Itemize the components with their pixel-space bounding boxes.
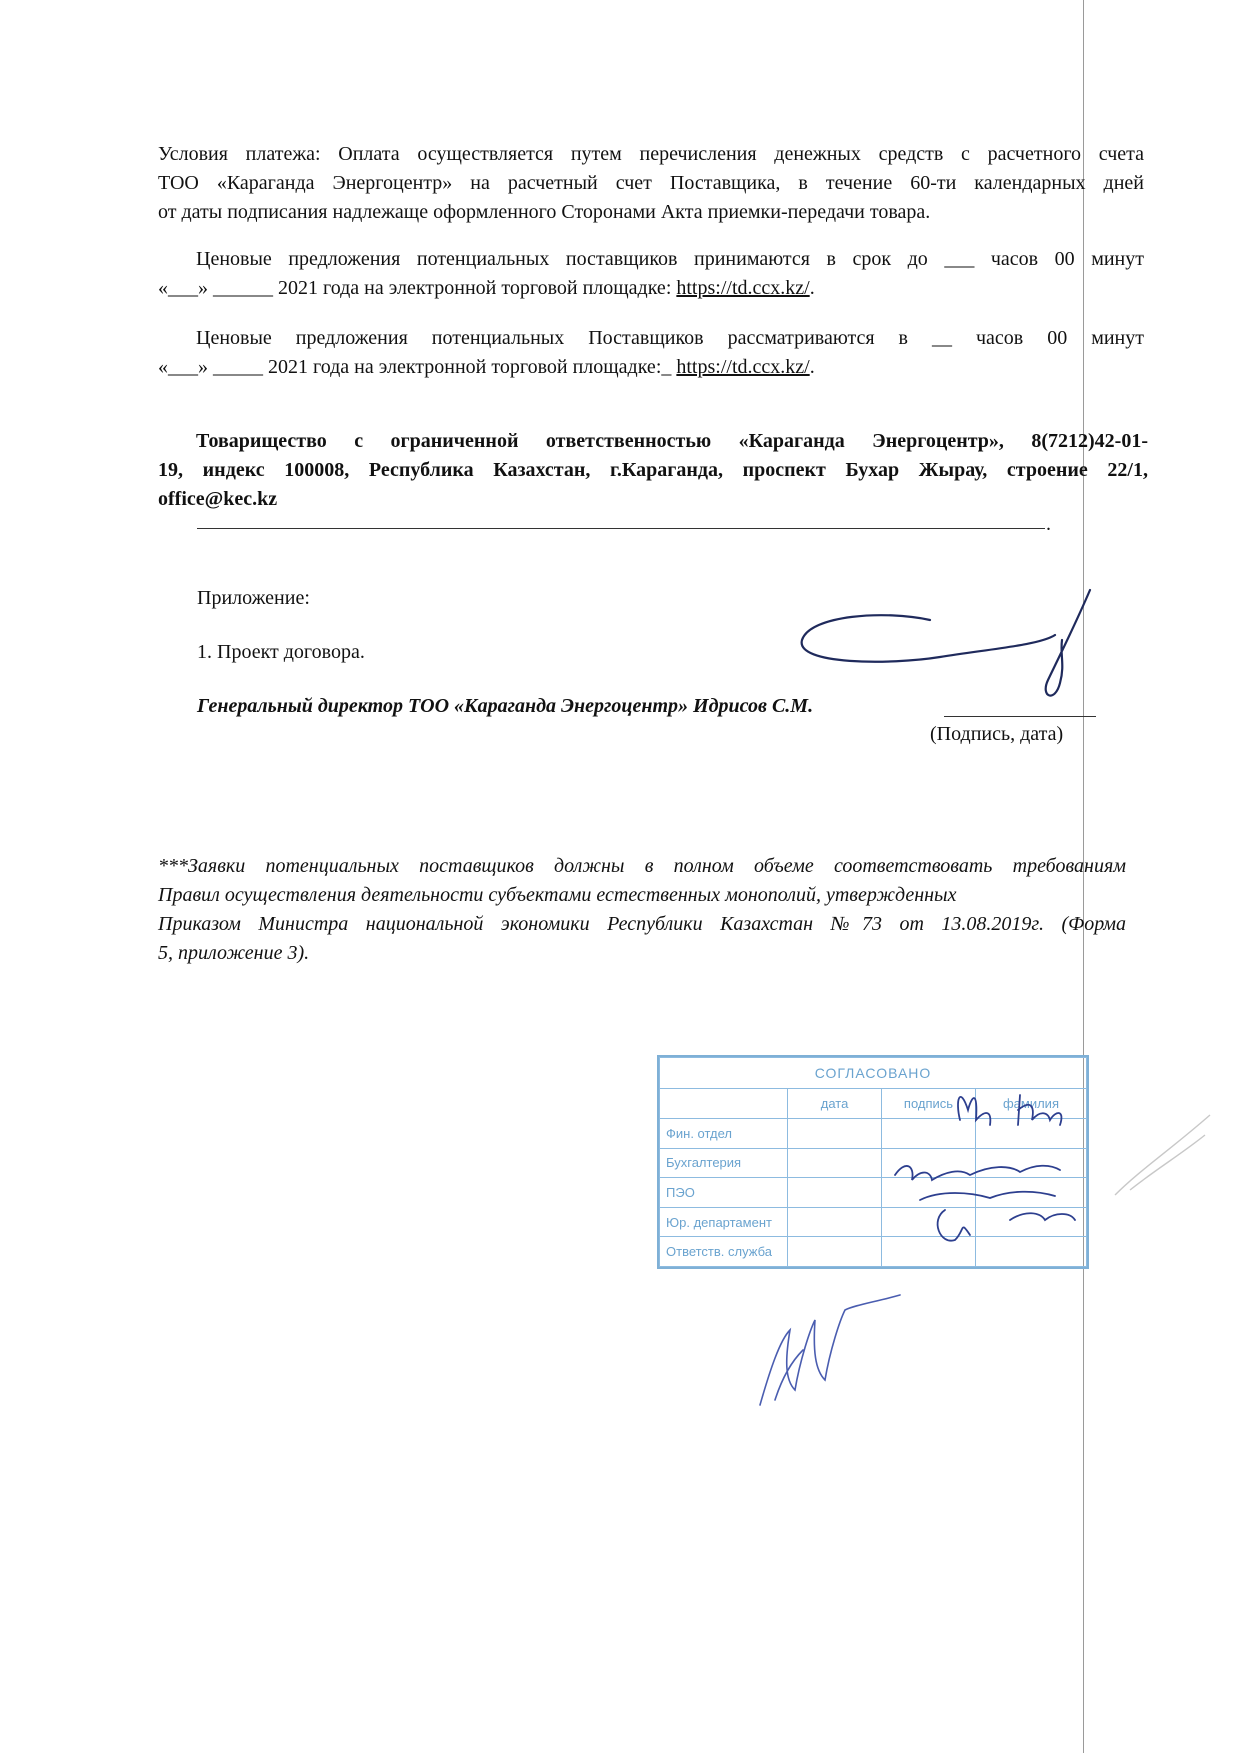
payment-terms-line: Условия платежа: Оплата осуществляется путем перечисления денежных средств с расчетного счета [158,143,1144,165]
footnote [158,852,1126,968]
company-email: office@kec.kz [158,488,278,510]
signature-caption: (Подпись, дата) [930,723,1064,745]
footnote-line: Приказом Министра национальной экономики Республики Казахстан №73 от 13.08.2019г. (Форма [158,913,1126,935]
trading-platform-link[interactable]: https://td.ccx.kz/ [676,277,810,299]
underline-rule [197,528,1045,529]
payment-terms-line: от даты подписания надлежаще оформленного Сторонами Акта приемки-передачи товара. [158,201,931,223]
trading-platform-link[interactable]: https://td.ccx.kz/ [676,356,810,378]
offers-reviewed-line-2 [158,353,1144,382]
offers-accepted-line-2 [158,274,1144,303]
stamp-column-header: подпись [882,1089,976,1119]
attachment-item: 1. Проект договора. [197,641,365,663]
margin-scribble [1110,1110,1220,1200]
approval-handwriting [860,1080,1100,1280]
stamp-title: СОГЛАСОВАНО [660,1058,1087,1089]
company-line: 19, индекс 100008, Республика Казахстан, г.Караганда, проспект Бухар Жырау, строение 22/1, [158,459,1148,481]
stamp-column-header [660,1089,788,1119]
payment-terms-line: ТОО «Караганда Энергоцентр» на расчетный счет Поставщика, в течение 60-ти календарных дней [158,172,1144,194]
rule-end-period: . [1046,513,1051,535]
offers-reviewed-deadline: «___» _____ 2021 года на электронной торговой площадке:_ [158,356,677,378]
offers-reviewed-paragraph [158,324,1144,382]
stamp-row-label: Фин. отдел [660,1119,788,1149]
period: . [809,277,815,299]
stamp-column-header: фамилия [975,1089,1086,1119]
company-details [158,427,1148,514]
footnote-line: ***Заявки потенциальных поставщиков должны в полном объеме соответствовать требованиям [158,855,1126,877]
offers-accepted-paragraph [158,245,1144,303]
offers-accepted-deadline: «___» ______ 2021 года на электронной торговой площадке: [158,277,677,299]
signatory-title: Генеральный директор ТОО «Караганда Энергоцентр» Идрисов С.М. [197,695,814,717]
stamp-row-label: Ответств. служба [660,1237,788,1267]
offers-accepted-line: Ценовые предложения потенциальных поставщиков принимаются в срок до ___ часов 00 минут [196,248,1144,270]
period: . [809,356,815,378]
payment-terms [158,140,1144,227]
director-signature [790,585,1090,725]
stamp-row-label: ПЭО [660,1178,788,1208]
stamp-column-header: дата [788,1089,882,1119]
attachment-heading: Приложение: [197,587,310,609]
stamp-row-label: Юр. департамент [660,1207,788,1237]
company-line: Товарищество с ограниченной ответственностью «Караганда Энергоцентр», 8(7212)42-01- [196,430,1148,452]
footnote-line: 5, приложение 3). [158,942,310,964]
offers-reviewed-line: Ценовые предложения потенциальных Поставщиков рассматриваются в __ часов 00 минут [196,327,1144,349]
approver-signature [755,1290,905,1410]
footnote-line: Правил осуществления деятельности субъектами естественных монополий, утвержденных [158,884,957,906]
stamp-row-label: Бухгалтерия [660,1148,788,1178]
